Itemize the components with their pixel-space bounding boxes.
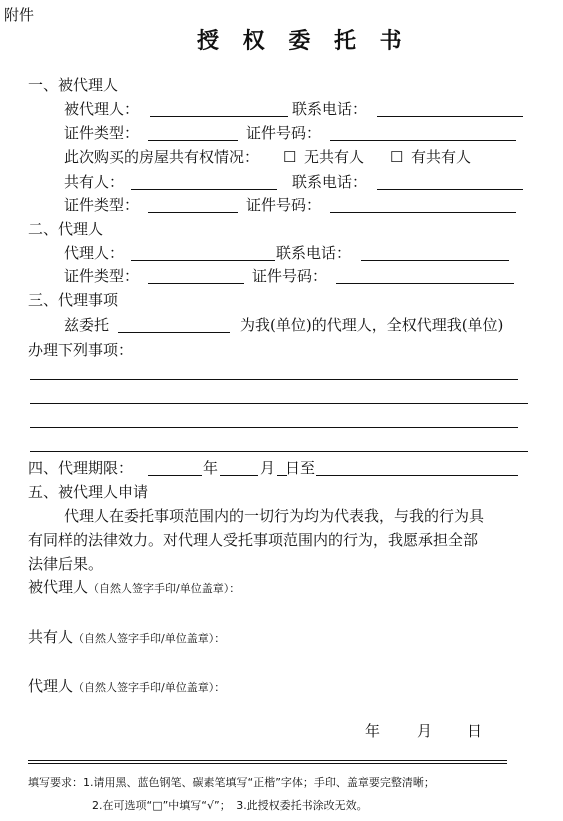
date-month-label: 月 <box>417 722 433 740</box>
date-year-label: 年 <box>365 722 381 740</box>
agent-idno-label: 证件号码： <box>252 267 328 285</box>
coowner-phone-field[interactable] <box>377 189 523 190</box>
agent-phone-label: 联系电话： <box>276 244 352 262</box>
coowner-idtype-field[interactable] <box>148 212 238 213</box>
principal-idtype-label: 证件类型： <box>64 124 140 142</box>
agent-idtype-label: 证件类型： <box>64 267 140 285</box>
period-year-label: 年 <box>203 459 219 477</box>
agent-signature-hint: （自然人签字手印/单位盖章）： <box>73 681 226 694</box>
coowner-signature-block[interactable] <box>28 627 225 646</box>
period-month-field[interactable] <box>220 475 258 476</box>
matters-line-4[interactable] <box>30 451 528 452</box>
coowner-idtype-label: 证件类型： <box>64 196 140 214</box>
document-title: 授 权 委 托 书 <box>197 29 410 54</box>
matters-line-2[interactable] <box>30 403 528 404</box>
footer-rule-top <box>28 760 507 761</box>
principal-phone-label: 联系电话： <box>292 100 368 118</box>
principal-name-field[interactable] <box>150 116 288 117</box>
agent-idtype-field[interactable] <box>148 283 244 284</box>
coowner-idno-field[interactable] <box>330 212 516 213</box>
agent-label: 代理人： <box>64 244 125 262</box>
coowner-phone-label: 联系电话： <box>292 173 368 191</box>
principal-phone-field[interactable] <box>377 116 523 117</box>
principal-idtype-field[interactable] <box>148 140 238 141</box>
fill-requirements-line-1: 填写要求：1.请用黑、蓝色钢笔、碳素笔填写“正楷”字体；手印、盖章要完整清晰； <box>28 776 435 789</box>
handle-matters-label: 办理下列事项： <box>28 341 134 359</box>
principal-label: 被代理人： <box>64 100 140 118</box>
period-end-field[interactable] <box>316 475 518 476</box>
section-1-heading: 一、被代理人 <box>28 76 119 94</box>
matters-line-3[interactable] <box>30 427 518 428</box>
section-5-heading: 五、被代理人申请 <box>28 483 149 501</box>
agent-idno-field[interactable] <box>336 283 514 284</box>
agent-phone-field[interactable] <box>361 260 509 261</box>
period-year-field[interactable] <box>148 475 202 476</box>
coowner-label: 共有人： <box>64 173 125 191</box>
agent-signature-block[interactable] <box>28 676 225 695</box>
principal-signature-block[interactable] <box>28 577 240 596</box>
matters-line-1[interactable] <box>30 379 518 380</box>
principal-idno-label: 证件号码： <box>246 124 322 142</box>
attachment-label: 附件 <box>4 6 35 24</box>
option-no-coowner-label: 无共有人 <box>304 148 365 166</box>
fill-requirements-line-2: 2.在可选项“□”中填写“√”； 3.此授权委托书涂改无效。 <box>92 799 368 812</box>
ownership-question: 此次购买的房屋共有权情况： <box>64 148 260 166</box>
section-4-heading: 四、代理期限： <box>28 459 134 477</box>
principal-idno-field[interactable] <box>330 140 516 141</box>
agent-signature-label: 代理人 <box>28 677 74 695</box>
coowner-signature-hint: （自然人签字手印/单位盖章）： <box>73 632 226 645</box>
period-day-to-label: 日至 <box>285 459 316 477</box>
coowner-name-field[interactable] <box>131 189 277 190</box>
section-3-heading: 三、代理事项 <box>28 291 119 309</box>
principal-signature-hint: （自然人签字手印/单位盖章）： <box>88 582 241 595</box>
appoint-suffix: 为我(单位)的代理人，全权代理我(单位) <box>240 316 504 334</box>
principal-signature-label: 被代理人 <box>28 578 89 596</box>
checkbox-no-coowner[interactable]: ☐ <box>283 148 297 166</box>
declaration-line-1: 代理人在委托事项范围内的一切行为均为代表我，与我的行为具 <box>64 507 485 525</box>
checkbox-has-coowner[interactable]: ☐ <box>390 148 404 166</box>
appoint-prefix: 兹委托 <box>64 316 110 334</box>
option-has-coowner-label: 有共有人 <box>411 148 472 166</box>
coowner-signature-label: 共有人 <box>28 628 74 646</box>
appointed-agent-field[interactable] <box>118 332 230 333</box>
agent-name-field[interactable] <box>131 260 275 261</box>
coowner-idno-label: 证件号码： <box>246 196 322 214</box>
date-day-label: 日 <box>467 722 483 740</box>
declaration-line-3: 法律后果。 <box>28 555 104 573</box>
period-month-label: 月 <box>260 459 276 477</box>
section-2-heading: 二、代理人 <box>28 220 104 238</box>
declaration-line-2: 有同样的法律效力。对代理人受托事项范围内的行为，我愿承担全部 <box>28 531 479 549</box>
footer-rule-bottom <box>28 763 507 764</box>
